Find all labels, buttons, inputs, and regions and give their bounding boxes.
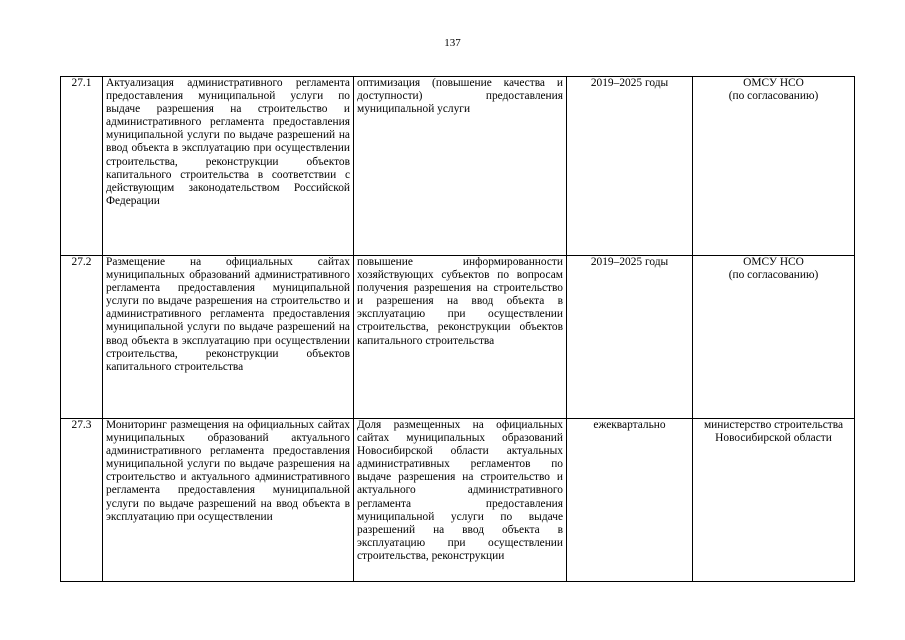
action-cell: Мониторинг размещения на официальных сайтах муниципальных образований актуального административного регламента предоставления муниципальной услуги по выдаче разрешения на строительство и актуального административного регламента предоставления муниципальной услуги по выдаче разрешений на ввод объекта в эксплуатацию при осуществлении [103,419,354,582]
executor-cell [693,256,855,419]
table-row [61,77,855,256]
measures-table [60,76,855,582]
executor-cell [693,77,855,256]
executor-cell: министерство строительства Новосибирской области [693,419,855,582]
period-cell: 2019–2025 годы [567,77,693,256]
period-cell: 2019–2025 годы [567,256,693,419]
action-cell: Размещение на официальных сайтах муниципальных образований административного регламента предоставления муниципальной услуги по выдаче разрешения на строительство и административного регламента предоставления муниципальной услуги по выдаче разрешений на ввод объекта в эксплуатацию при осуществлении строительства, реконструкции объектов капитального строительства [103,256,354,419]
table-row [61,419,855,582]
period-cell: ежеквартально [567,419,693,582]
executor-name: ОМСУ НСО (по согласованию) [728,77,819,103]
page-number: 137 [444,37,461,49]
executor-name: ОМСУ НСО (по согласованию) [728,256,819,282]
action-cell: Актуализация административного регламента предоставления муниципальной услуги по выдаче разрешения на строительство и административного регламента предоставления муниципальной услуги по выдаче разрешений на ввод объекта в эксплуатацию при осуществлении строительства, реконструкции объектов капитального строительства в соответствии с действующим законодательством Российской Федерации [103,77,354,256]
result-cell: оптимизация (повышение качества и доступности) предоставления муниципальной услуги [354,77,567,256]
row-number: 27.2 [61,256,103,419]
row-number: 27.1 [61,77,103,256]
table-row [61,256,855,419]
row-number: 27.3 [61,419,103,582]
result-cell: Доля размещенных на официальных сайтах муниципальных образований Новосибирской области актуальных административных регламентов по выдаче разрешения на строительство и актуального административного регламента предоставления муниципальной услуги по выдаче разрешений на ввод объекта в эксплуатацию при осуществлении строительства, реконструкции [354,419,567,582]
result-cell: повышение информированности хозяйствующих субъектов по вопросам получения разрешения на строительство и разрешения на ввод объекта в эксплуатацию при осуществлении строительства, реконструкции объектов капитального строительства [354,256,567,419]
